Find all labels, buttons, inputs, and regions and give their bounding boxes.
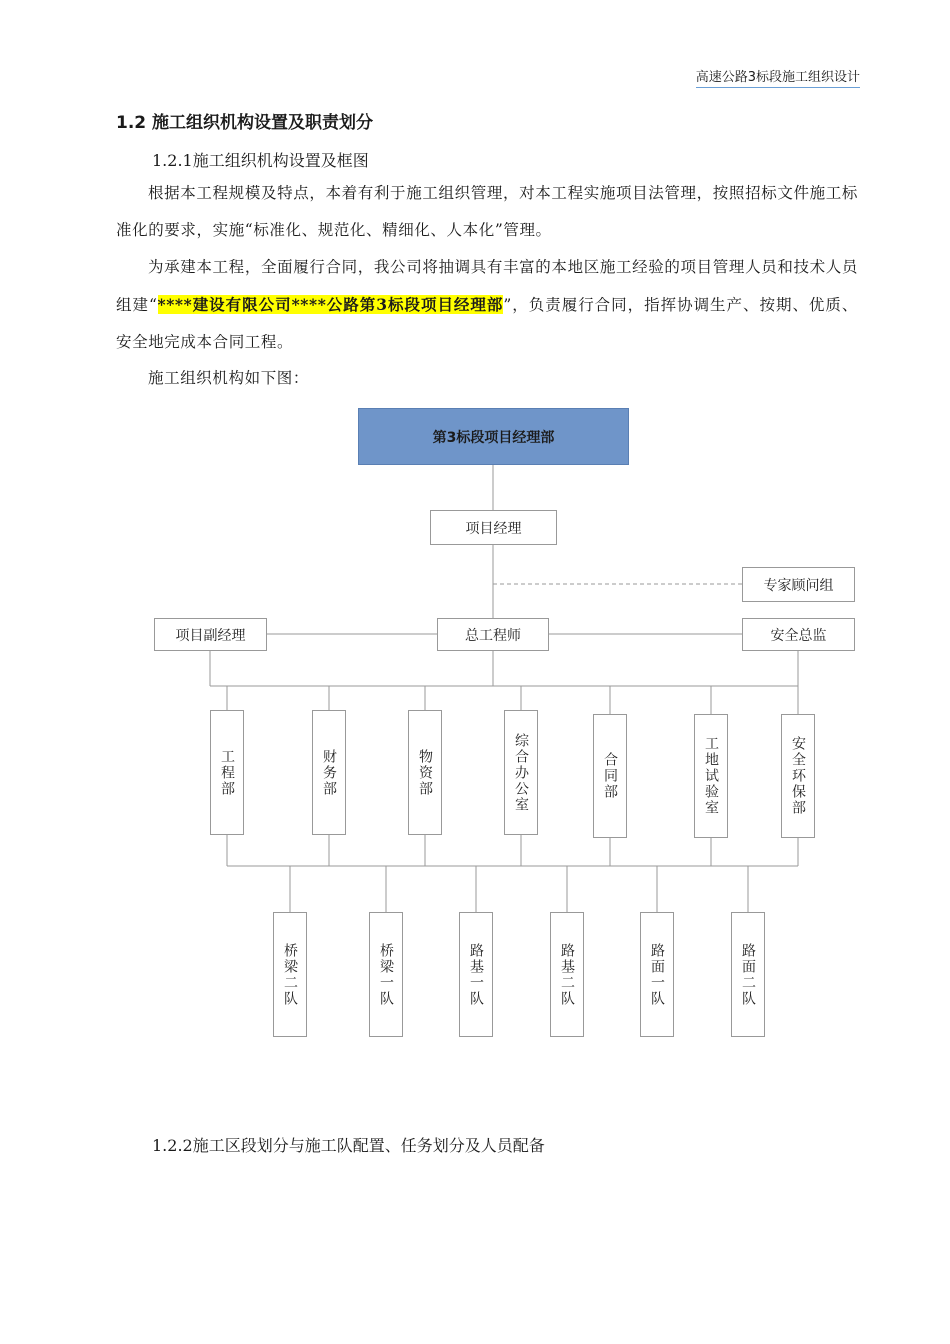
paragraph-2-before: 为承建本工程，全面履行合同，我公司将抽调具有丰富的本地区施工经验的项目管理人员和技术人员组建“ xyxy=(116,258,858,314)
org-dept-engineering: 工程部 xyxy=(210,710,244,835)
company-name-highlight: ****建设有限公司****公路第3标段项目经理部 xyxy=(157,295,504,314)
org-top-project-department: 第3标段项目经理部 xyxy=(358,408,629,465)
org-team-pavement-1: 路面一队 xyxy=(640,912,674,1037)
org-dept-general-office: 综合办公室 xyxy=(504,710,538,835)
org-team-bridge-1: 桥梁一队 xyxy=(369,912,403,1037)
org-team-pavement-2: 路面二队 xyxy=(731,912,765,1037)
org-project-manager: 项目经理 xyxy=(430,510,557,545)
org-chief-engineer: 总工程师 xyxy=(437,618,549,651)
org-dept-materials: 物资部 xyxy=(408,710,442,835)
org-team-bridge-2: 桥梁二队 xyxy=(273,912,307,1037)
org-team-subgrade-1: 路基一队 xyxy=(459,912,493,1037)
paragraph-1: 根据本工程规模及特点，本着有利于施工组织管理，对本工程实施项目法管理，按照招标文件施工标准化的要求，实施“标准化、规范化、精细化、人本化”管理。 xyxy=(116,184,858,239)
org-team-subgrade-2: 路基二队 xyxy=(550,912,584,1037)
org-dept-finance: 财务部 xyxy=(312,710,346,835)
org-expert-group: 专家顾问组 xyxy=(742,567,855,602)
subsection-heading-2: 1.2.2施工区段划分与施工队配置、任务划分及人员配备 xyxy=(152,1136,545,1155)
paragraph-2-after: ”，负责履行合同，指挥协调生产、按期、优质、安全地完成本合同工程。 xyxy=(116,296,858,351)
org-dept-site-lab: 工地试验室 xyxy=(694,714,728,838)
page-header: 高速公路3标段施工组织设计 xyxy=(696,66,860,88)
org-dept-contracts: 合同部 xyxy=(593,714,627,838)
paragraph-3: 施工组织机构如下图： xyxy=(148,369,310,387)
org-deputy-manager: 项目副经理 xyxy=(154,618,267,651)
org-dept-safety-environment: 安全环保部 xyxy=(781,714,815,838)
subsection-heading-1: 1.2.1施工组织机构设置及框图 xyxy=(152,151,369,170)
org-safety-director: 安全总监 xyxy=(742,618,855,651)
section-heading: 1.2 施工组织机构设置及职责划分 xyxy=(116,113,374,133)
